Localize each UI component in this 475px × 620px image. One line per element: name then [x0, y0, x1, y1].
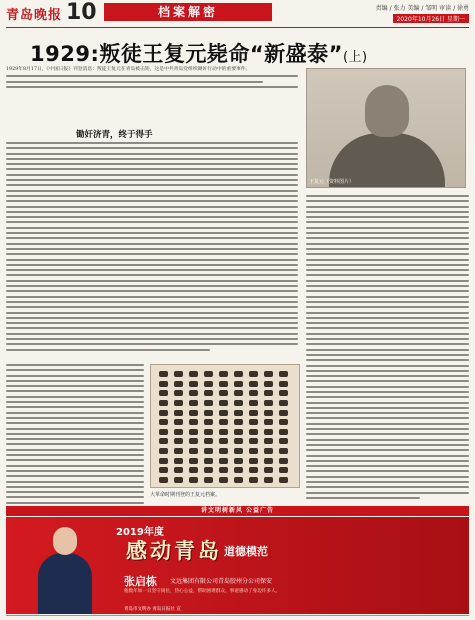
body-text-column-right — [306, 195, 469, 502]
lead-text: 1929年8月17日，《中国日报》刊登消息：叛徒王复元在青岛被击毙，这是中共青岛党组织锄奸行动中的重要事件。 — [6, 67, 251, 72]
masthead — [0, 0, 475, 30]
editor-credits: 责编 / 张力 美编 / 邹明 审读 / 徐勇 — [375, 5, 469, 12]
portrait-photo — [306, 68, 466, 188]
public-service-ad — [6, 517, 469, 614]
body-text-column-left-top — [6, 142, 298, 354]
ad-role: 道德模范 — [224, 545, 268, 558]
ad-person-name: 张启栋 — [124, 575, 157, 588]
article-headline — [30, 38, 368, 68]
portrait-caption: 王复元（资料图片） — [309, 179, 355, 185]
lead-paragraph — [6, 66, 298, 112]
ad-top-bar: 讲文明树新风 公益广告 — [6, 506, 469, 516]
section-subheading: 锄奸济青，终于得手 — [76, 130, 153, 140]
headline-part: (上) — [342, 50, 368, 65]
ad-year: 2019年度 — [116, 527, 164, 538]
page-number: 10 — [66, 0, 97, 25]
ad-person-photo — [36, 525, 94, 614]
bottom-rule — [6, 615, 469, 616]
section-title: 档案解密 — [104, 3, 272, 21]
ad-description: 他数年如一日坚守岗位，热心公益，帮助困难群众，事迹感动了身边许多人。 — [124, 589, 281, 594]
ad-person-title: 文远集团有限公司青岛胶州分公司保安 — [170, 578, 273, 585]
newspaper-logo: 青岛晚报 — [6, 8, 63, 23]
headline-main: 1929:叛徒王复元毙命“新盛泰” — [30, 42, 343, 66]
body-text-column-left-bottom — [6, 364, 144, 512]
ad-slogan: 感动青岛 — [126, 539, 222, 563]
archive-image-caption: 大革命时期刊登的王复元档案。 — [150, 492, 221, 498]
masthead-rule — [6, 27, 469, 28]
archive-document-image — [150, 364, 300, 488]
lead-lines — [6, 75, 298, 88]
ad-footer: 青岛市文明办 青岛日报社 宣 — [124, 607, 181, 612]
issue-date: 2020年10月26日 星期一 — [393, 14, 469, 23]
